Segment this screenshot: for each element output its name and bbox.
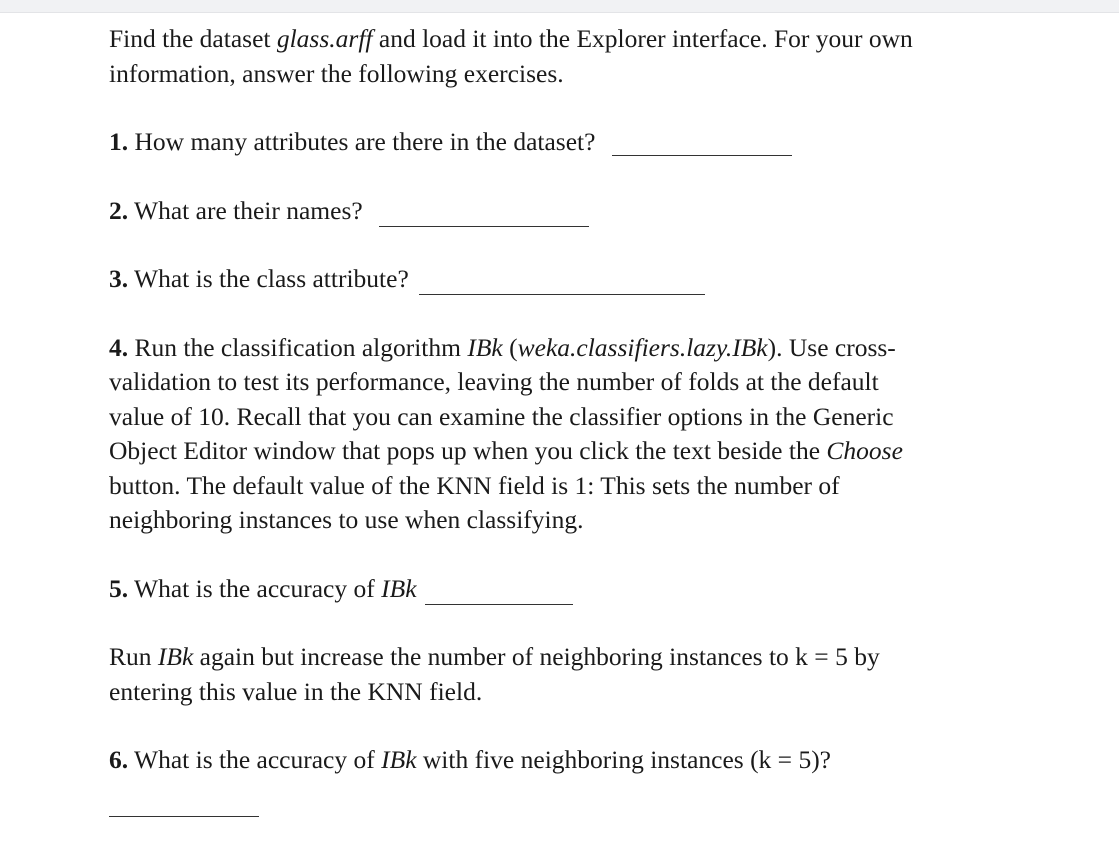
question-text: button. The default value of the KNN field is 1: This sets the number of xyxy=(109,470,840,500)
question-number: 4. xyxy=(109,332,129,362)
question-number: 2. xyxy=(109,195,129,225)
answer-blank-1[interactable] xyxy=(612,154,792,156)
instruction-text: again but increase the number of neighboring instances to k = 5 by xyxy=(193,642,880,671)
question-text: What is the accuracy of xyxy=(128,573,382,603)
instruction-text: Run xyxy=(109,642,158,671)
question-2 xyxy=(109,194,1099,229)
question-text: ). Use cross- xyxy=(767,332,896,362)
answer-blank-6[interactable] xyxy=(109,815,259,817)
question-text: What is the class attribute? xyxy=(128,264,409,293)
document-page xyxy=(109,22,1099,826)
question-6 xyxy=(109,743,1099,778)
answer-line-6-wrapper xyxy=(109,792,1099,827)
question-text: Run the classification algorithm xyxy=(128,332,468,362)
intro-text: and load it into the Explorer interface. For your own xyxy=(372,24,913,53)
question-text: ( xyxy=(502,332,518,362)
algorithm-package: weka.classifiers.lazy.IBk xyxy=(517,332,768,362)
question-1 xyxy=(109,125,1099,160)
question-text: What is the accuracy of xyxy=(128,745,382,774)
choose-button-reference: Choose xyxy=(826,436,903,465)
question-number: 1. xyxy=(109,127,129,156)
question-text: neighboring instances to use when classifying. xyxy=(109,505,584,534)
question-number: 6. xyxy=(109,745,129,774)
question-text: What are their names? xyxy=(128,195,363,225)
dataset-filename: glass.arff xyxy=(276,24,373,53)
intro-text: Find the dataset xyxy=(109,24,277,53)
question-5 xyxy=(109,572,1099,607)
algorithm-name: IBk xyxy=(157,642,194,671)
question-4 xyxy=(109,331,1099,538)
intro-paragraph xyxy=(109,22,1099,91)
question-text: validation to test its performance, leaving the number of folds at the default xyxy=(109,367,879,396)
question-text: with five neighboring instances (k = 5)? xyxy=(416,745,832,774)
rerun-paragraph xyxy=(109,640,1099,709)
question-text: value of 10. Recall that you can examine the classifier options in the Generic xyxy=(109,401,894,431)
answer-blank-3[interactable] xyxy=(419,293,705,295)
browser-top-strip xyxy=(0,0,1119,13)
answer-blank-5[interactable] xyxy=(425,603,573,605)
question-text: Object Editor window that pops up when you click the text beside the xyxy=(109,436,827,465)
algorithm-name: IBk xyxy=(381,745,417,774)
intro-text: information, answer the following exercises. xyxy=(109,58,564,88)
instruction-text: entering this value in the KNN field. xyxy=(109,676,483,706)
algorithm-name: IBk xyxy=(467,332,503,362)
question-number: 5. xyxy=(109,573,129,603)
answer-blank-2[interactable] xyxy=(379,225,589,227)
algorithm-name: IBk xyxy=(381,573,417,603)
question-text: How many attributes are there in the dataset? xyxy=(128,127,596,156)
question-number: 3. xyxy=(109,264,129,293)
question-3 xyxy=(109,262,1099,297)
